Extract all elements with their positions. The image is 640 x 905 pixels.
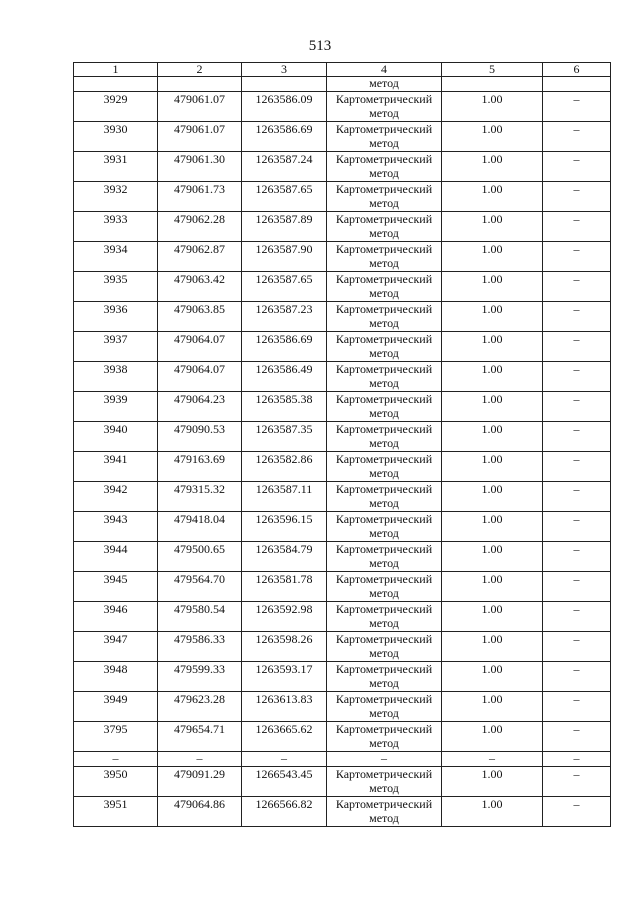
x-coordinate-cell: 479063.85 <box>158 302 242 332</box>
y-coordinate-cell: 1263582.86 <box>242 452 327 482</box>
table-row <box>74 152 611 182</box>
continuation-cell <box>442 77 543 92</box>
point-number-cell: 3938 <box>74 362 158 392</box>
separator-row <box>74 752 611 767</box>
table-row <box>74 332 611 362</box>
continuation-cell <box>543 77 611 92</box>
method-cell: Картометрический метод <box>327 152 442 182</box>
note-cell: – <box>543 767 611 797</box>
accuracy-cell: 1.00 <box>442 692 543 722</box>
x-coordinate-cell: 479064.86 <box>158 797 242 827</box>
point-number-cell: 3944 <box>74 542 158 572</box>
page-number: 513 <box>308 38 332 54</box>
table-row <box>74 422 611 452</box>
method-cell: Картометрический метод <box>327 92 442 122</box>
y-coordinate-cell: 1266566.82 <box>242 797 327 827</box>
point-number-cell: 3942 <box>74 482 158 512</box>
y-coordinate-cell: 1263587.65 <box>242 182 327 212</box>
method-cell: Картометрический метод <box>327 722 442 752</box>
method-cell: Картометрический метод <box>327 542 442 572</box>
y-coordinate-cell: 1263613.83 <box>242 692 327 722</box>
y-coordinate-cell: 1263587.90 <box>242 242 327 272</box>
table-header-row <box>74 63 611 77</box>
accuracy-cell: 1.00 <box>442 512 543 542</box>
accuracy-cell: 1.00 <box>442 332 543 362</box>
x-coordinate-cell: 479062.28 <box>158 212 242 242</box>
method-cell: Картометрический метод <box>327 122 442 152</box>
table-row <box>74 632 611 662</box>
table-row <box>74 572 611 602</box>
method-cell: Картометрический метод <box>327 332 442 362</box>
table-row <box>74 272 611 302</box>
x-coordinate-cell: 479580.54 <box>158 602 242 632</box>
accuracy-cell: 1.00 <box>442 362 543 392</box>
point-number-cell: 3933 <box>74 212 158 242</box>
separator-cell: – <box>327 752 442 767</box>
method-cell: Картометрический метод <box>327 182 442 212</box>
accuracy-cell: 1.00 <box>442 242 543 272</box>
method-cell: Картометрический метод <box>327 692 442 722</box>
accuracy-cell: 1.00 <box>442 422 543 452</box>
continuation-cell <box>158 77 242 92</box>
table-row <box>74 542 611 572</box>
point-number-cell: 3947 <box>74 632 158 662</box>
method-cell: Картометрический метод <box>327 602 442 632</box>
method-cell: Картометрический метод <box>327 272 442 302</box>
table-row <box>74 692 611 722</box>
y-coordinate-cell: 1263587.23 <box>242 302 327 332</box>
note-cell: – <box>543 482 611 512</box>
continuation-cell <box>74 77 158 92</box>
note-cell: – <box>543 542 611 572</box>
note-cell: – <box>543 212 611 242</box>
point-number-cell: 3795 <box>74 722 158 752</box>
table-row <box>74 512 611 542</box>
accuracy-cell: 1.00 <box>442 602 543 632</box>
point-number-cell: 3932 <box>74 182 158 212</box>
point-number-cell: 3946 <box>74 602 158 632</box>
y-coordinate-cell: 1263586.49 <box>242 362 327 392</box>
note-cell: – <box>543 572 611 602</box>
note-cell: – <box>543 722 611 752</box>
separator-cell: – <box>543 752 611 767</box>
y-coordinate-cell: 1263587.24 <box>242 152 327 182</box>
x-coordinate-cell: 479418.04 <box>158 512 242 542</box>
x-coordinate-cell: 479061.07 <box>158 122 242 152</box>
coordinates-table <box>73 62 611 827</box>
y-coordinate-cell: 1263584.79 <box>242 542 327 572</box>
accuracy-cell: 1.00 <box>442 92 543 122</box>
point-number-cell: 3930 <box>74 122 158 152</box>
method-cell: Картометрический метод <box>327 422 442 452</box>
accuracy-cell: 1.00 <box>442 152 543 182</box>
method-cell: Картометрический метод <box>327 302 442 332</box>
note-cell: – <box>543 302 611 332</box>
point-number-cell: 3951 <box>74 797 158 827</box>
note-cell: – <box>543 182 611 212</box>
table-row <box>74 797 611 827</box>
x-coordinate-cell: 479061.07 <box>158 92 242 122</box>
accuracy-cell: 1.00 <box>442 482 543 512</box>
note-cell: – <box>543 122 611 152</box>
table-row <box>74 722 611 752</box>
x-coordinate-cell: 479064.07 <box>158 362 242 392</box>
x-coordinate-cell: 479599.33 <box>158 662 242 692</box>
table-row <box>74 182 611 212</box>
method-cell: Картометрический метод <box>327 767 442 797</box>
point-number-cell: 3949 <box>74 692 158 722</box>
separator-cell: – <box>442 752 543 767</box>
x-coordinate-cell: 479315.32 <box>158 482 242 512</box>
y-coordinate-cell: 1266543.45 <box>242 767 327 797</box>
column-header: 6 <box>543 63 611 77</box>
table-row <box>74 362 611 392</box>
x-coordinate-cell: 479564.70 <box>158 572 242 602</box>
accuracy-cell: 1.00 <box>442 722 543 752</box>
column-header: 5 <box>442 63 543 77</box>
point-number-cell: 3943 <box>74 512 158 542</box>
note-cell: – <box>543 662 611 692</box>
accuracy-cell: 1.00 <box>442 122 543 152</box>
x-coordinate-cell: 479500.65 <box>158 542 242 572</box>
accuracy-cell: 1.00 <box>442 767 543 797</box>
table-row <box>74 767 611 797</box>
x-coordinate-cell: 479090.53 <box>158 422 242 452</box>
method-cell: Картометрический метод <box>327 482 442 512</box>
method-cell: Картометрический метод <box>327 572 442 602</box>
point-number-cell: 3941 <box>74 452 158 482</box>
table-row <box>74 392 611 422</box>
method-cell: Картометрический метод <box>327 632 442 662</box>
accuracy-cell: 1.00 <box>442 212 543 242</box>
note-cell: – <box>543 92 611 122</box>
accuracy-cell: 1.00 <box>442 572 543 602</box>
separator-cell: – <box>74 752 158 767</box>
y-coordinate-cell: 1263587.65 <box>242 272 327 302</box>
method-cell: Картометрический метод <box>327 452 442 482</box>
y-coordinate-cell: 1263585.38 <box>242 392 327 422</box>
note-cell: – <box>543 632 611 662</box>
separator-cell: – <box>242 752 327 767</box>
point-number-cell: 3937 <box>74 332 158 362</box>
table-row <box>74 452 611 482</box>
table-row <box>74 302 611 332</box>
point-number-cell: 3935 <box>74 272 158 302</box>
x-coordinate-cell: 479623.28 <box>158 692 242 722</box>
y-coordinate-cell: 1263598.26 <box>242 632 327 662</box>
point-number-cell: 3945 <box>74 572 158 602</box>
y-coordinate-cell: 1263592.98 <box>242 602 327 632</box>
x-coordinate-cell: 479062.87 <box>158 242 242 272</box>
method-cell: Картометрический метод <box>327 212 442 242</box>
accuracy-cell: 1.00 <box>442 302 543 332</box>
point-number-cell: 3931 <box>74 152 158 182</box>
accuracy-cell: 1.00 <box>442 272 543 302</box>
y-coordinate-cell: 1263587.11 <box>242 482 327 512</box>
point-number-cell: 3950 <box>74 767 158 797</box>
table-row <box>74 212 611 242</box>
note-cell: – <box>543 272 611 302</box>
continuation-row <box>74 77 611 92</box>
x-coordinate-cell: 479091.29 <box>158 767 242 797</box>
separator-cell: – <box>158 752 242 767</box>
y-coordinate-cell: 1263586.69 <box>242 332 327 362</box>
note-cell: – <box>543 602 611 632</box>
point-number-cell: 3934 <box>74 242 158 272</box>
y-coordinate-cell: 1263587.89 <box>242 212 327 242</box>
table-row <box>74 482 611 512</box>
y-coordinate-cell: 1263593.17 <box>242 662 327 692</box>
y-coordinate-cell: 1263586.69 <box>242 122 327 152</box>
note-cell: – <box>543 692 611 722</box>
table-row <box>74 662 611 692</box>
accuracy-cell: 1.00 <box>442 662 543 692</box>
column-header: 4 <box>327 63 442 77</box>
point-number-cell: 3939 <box>74 392 158 422</box>
table-row <box>74 122 611 152</box>
accuracy-cell: 1.00 <box>442 542 543 572</box>
accuracy-cell: 1.00 <box>442 452 543 482</box>
method-cell: Картометрический метод <box>327 512 442 542</box>
note-cell: – <box>543 362 611 392</box>
note-cell: – <box>543 392 611 422</box>
x-coordinate-cell: 479061.73 <box>158 182 242 212</box>
y-coordinate-cell: 1263581.78 <box>242 572 327 602</box>
note-cell: – <box>543 797 611 827</box>
table-row <box>74 242 611 272</box>
point-number-cell: 3936 <box>74 302 158 332</box>
accuracy-cell: 1.00 <box>442 182 543 212</box>
note-cell: – <box>543 242 611 272</box>
method-cell: Картометрический метод <box>327 392 442 422</box>
x-coordinate-cell: 479061.30 <box>158 152 242 182</box>
note-cell: – <box>543 452 611 482</box>
table-row <box>74 602 611 632</box>
x-coordinate-cell: 479063.42 <box>158 272 242 302</box>
note-cell: – <box>543 332 611 362</box>
note-cell: – <box>543 512 611 542</box>
column-header: 3 <box>242 63 327 77</box>
x-coordinate-cell: 479064.07 <box>158 332 242 362</box>
method-cell: Картометрический метод <box>327 242 442 272</box>
x-coordinate-cell: 479064.23 <box>158 392 242 422</box>
method-cell: Картометрический метод <box>327 797 442 827</box>
continuation-cell: метод <box>327 77 442 92</box>
note-cell: – <box>543 152 611 182</box>
accuracy-cell: 1.00 <box>442 392 543 422</box>
note-cell: – <box>543 422 611 452</box>
column-header: 2 <box>158 63 242 77</box>
column-header: 1 <box>74 63 158 77</box>
y-coordinate-cell: 1263586.09 <box>242 92 327 122</box>
y-coordinate-cell: 1263665.62 <box>242 722 327 752</box>
method-cell: Картометрический метод <box>327 362 442 392</box>
y-coordinate-cell: 1263587.35 <box>242 422 327 452</box>
accuracy-cell: 1.00 <box>442 632 543 662</box>
method-cell: Картометрический метод <box>327 662 442 692</box>
x-coordinate-cell: 479654.71 <box>158 722 242 752</box>
point-number-cell: 3948 <box>74 662 158 692</box>
accuracy-cell: 1.00 <box>442 797 543 827</box>
continuation-cell <box>242 77 327 92</box>
y-coordinate-cell: 1263596.15 <box>242 512 327 542</box>
table-row <box>74 92 611 122</box>
x-coordinate-cell: 479163.69 <box>158 452 242 482</box>
point-number-cell: 3929 <box>74 92 158 122</box>
x-coordinate-cell: 479586.33 <box>158 632 242 662</box>
point-number-cell: 3940 <box>74 422 158 452</box>
